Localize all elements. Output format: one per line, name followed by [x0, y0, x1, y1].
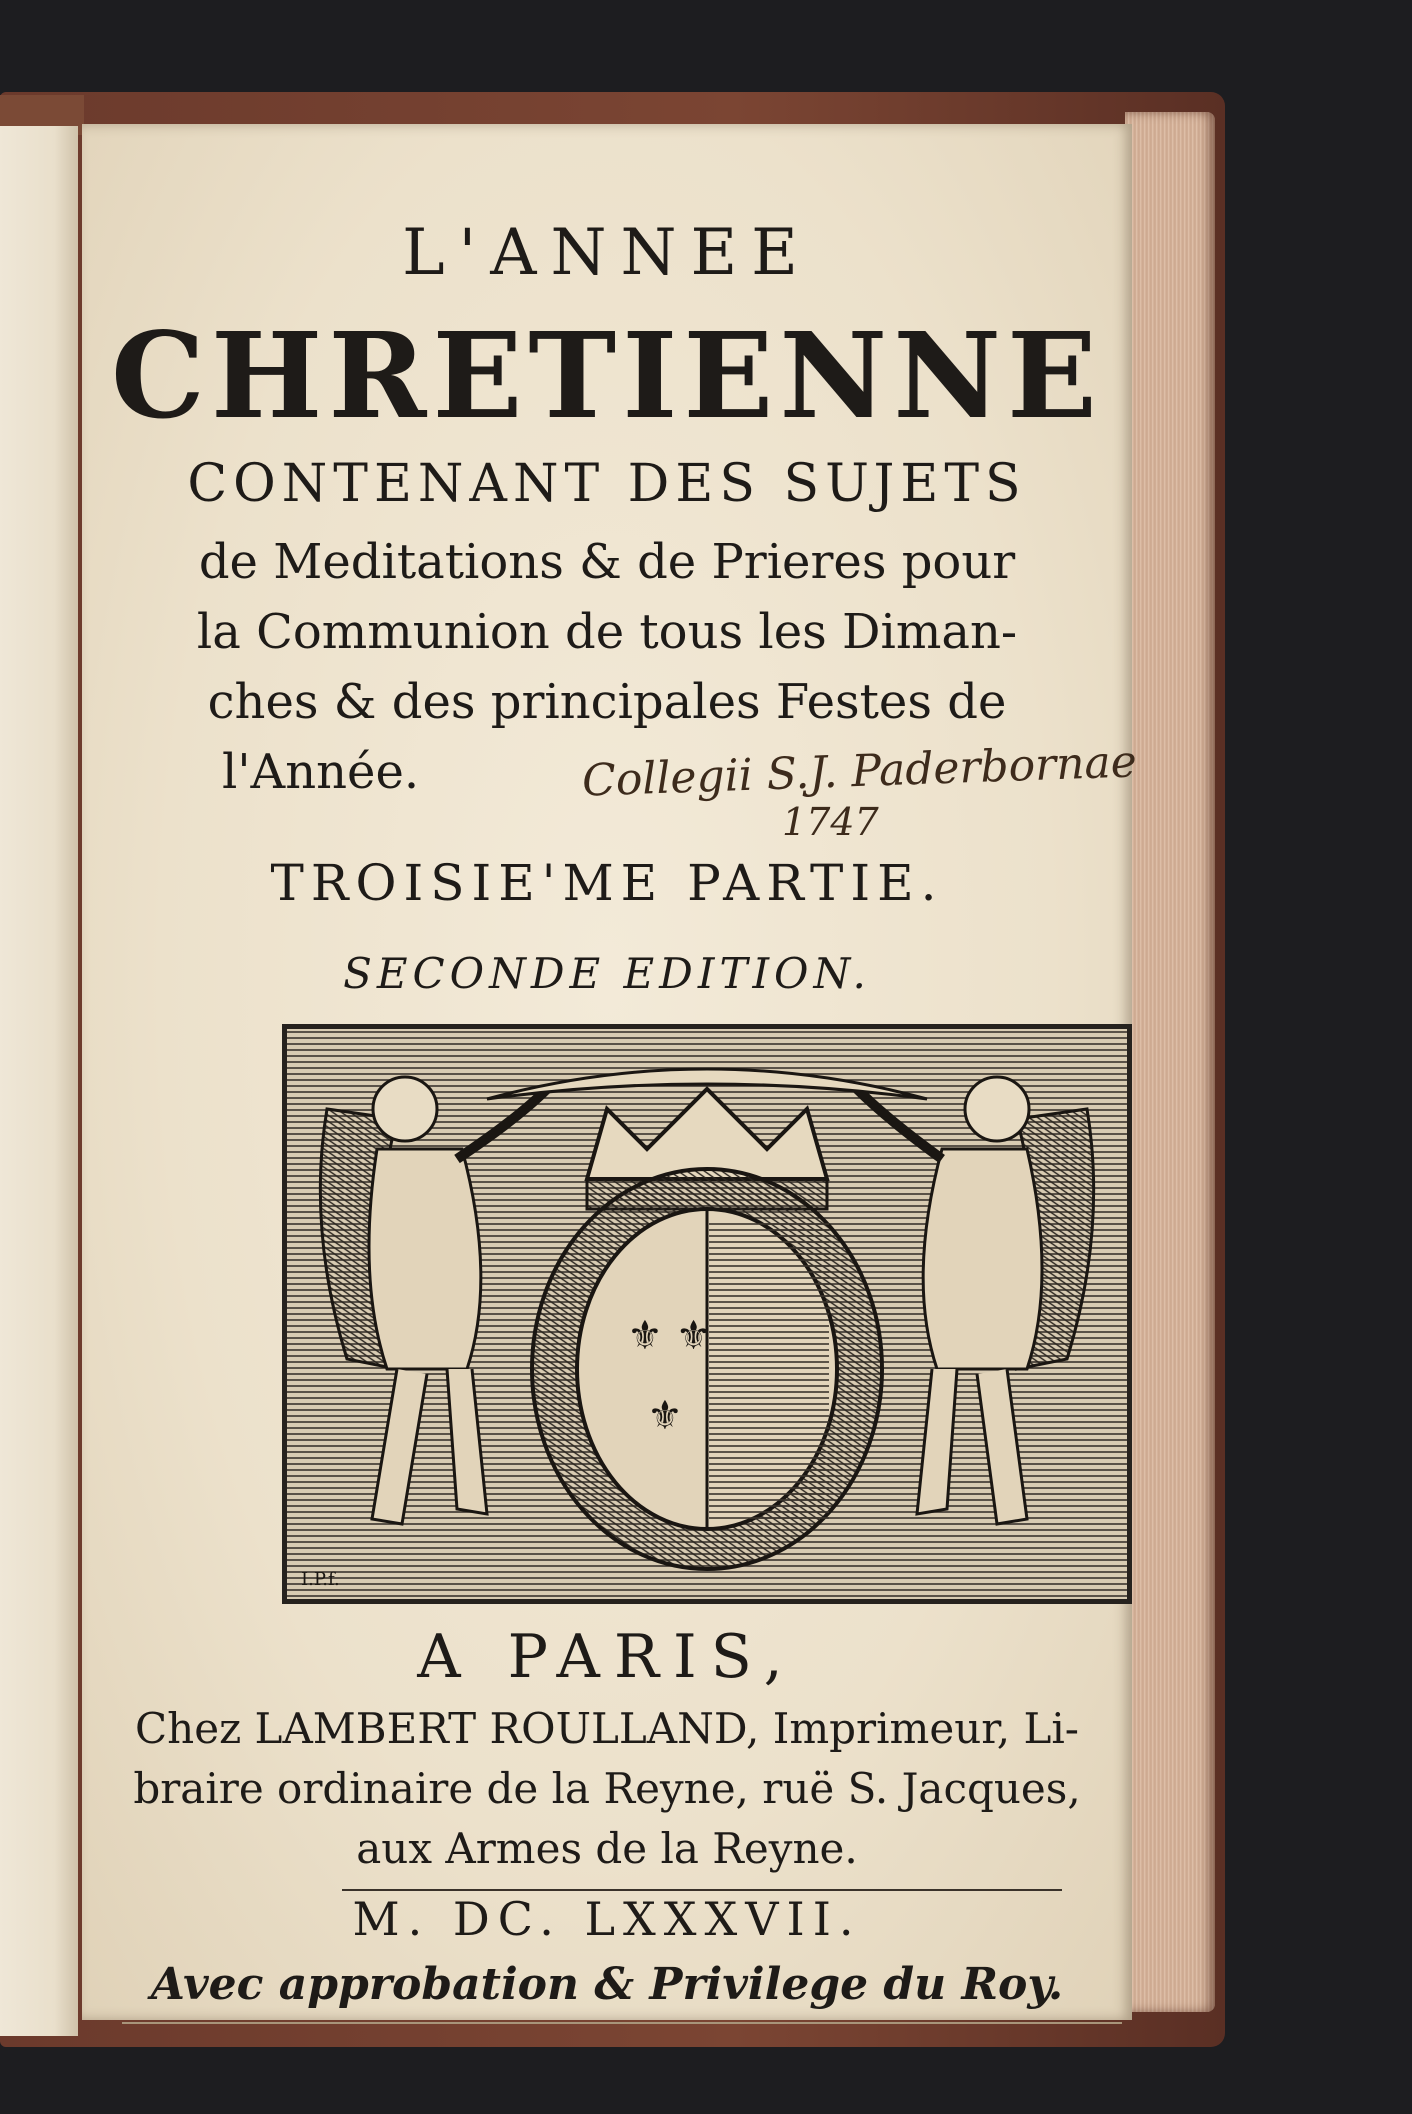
inscription-year: 1747 — [782, 800, 879, 844]
imprint-line-2: braire ordinaire de la Reyne, ruë S. Jacques, — [133, 1764, 1081, 1813]
ownership-inscription: Collegii S.J. Paderbornae — [581, 736, 1138, 807]
shield — [532, 1169, 882, 1569]
subtitle-line-4: ches & des principales Festes de — [207, 674, 1007, 730]
page-edges — [1125, 112, 1215, 2012]
edition-line: SECONDE EDITION. — [343, 949, 871, 998]
subtitle-line-2: de Meditations & de Prieres pour — [198, 534, 1016, 590]
part-heading: TROISIE'ME PARTIE. — [270, 854, 944, 912]
subtitle-line-3: la Communion de tous les Diman- — [196, 604, 1018, 660]
title-line-1: L'ANNEE — [402, 216, 812, 290]
title-line-2: CHRETIENNE — [110, 306, 1103, 445]
svg-text:⚜: ⚜ — [647, 1393, 683, 1439]
imprint-rule — [342, 1889, 1062, 1891]
subtitle-line-1: CONTENANT DES SUJETS — [187, 454, 1027, 514]
privilege-line: Avec approbation & Privilege du Roy. — [150, 1959, 1064, 2010]
publication-date: M. DC. LXXXVII. — [352, 1892, 862, 1946]
woodcut-signature: I.P.f. — [301, 1569, 340, 1590]
page-bottom-line — [122, 2022, 1122, 2024]
imprint-line-3: aux Armes de la Reyne. — [356, 1824, 858, 1873]
subtitle-line-5: l'Année. — [222, 744, 420, 800]
woodcut-coat-of-arms — [282, 1024, 1132, 1604]
imprint-place: A PARIS, — [417, 1622, 797, 1692]
left-page — [0, 126, 78, 2036]
svg-text:⚜ ⚜: ⚜ ⚜ — [627, 1313, 712, 1359]
imprint-line-1: Chez LAMBERT ROULLAND, Imprimeur, Li- — [135, 1704, 1079, 1753]
title-page — [82, 124, 1138, 2020]
